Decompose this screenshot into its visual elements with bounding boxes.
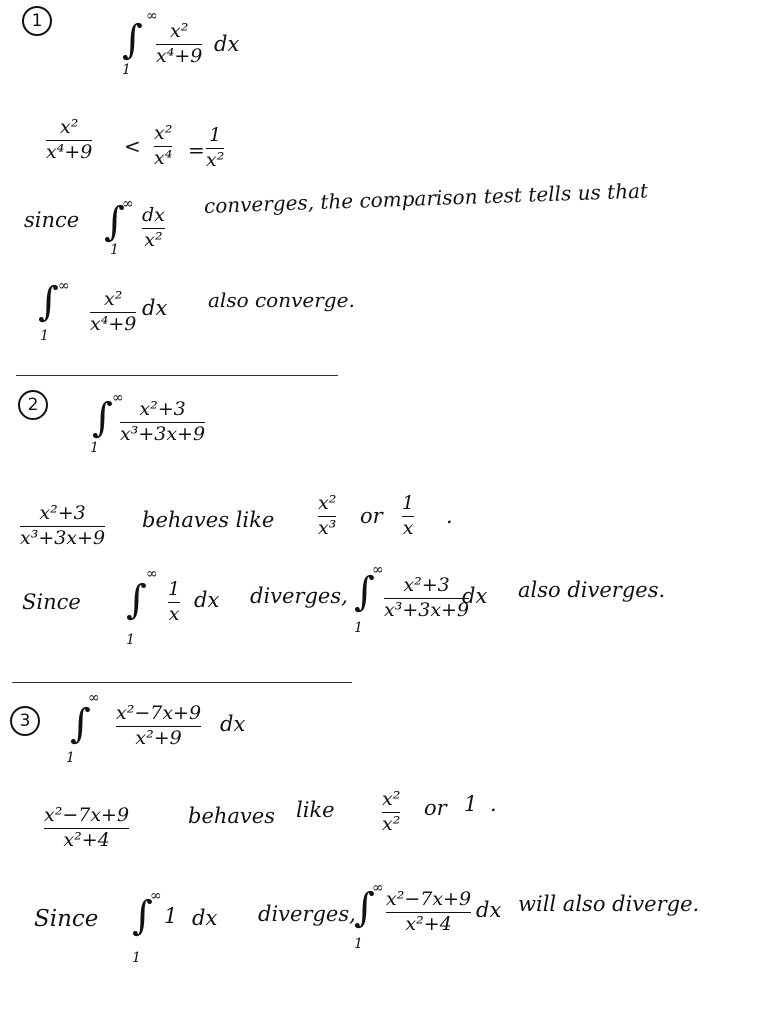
denominator: x⁴ <box>154 146 173 169</box>
denominator: x <box>402 516 414 539</box>
like-fraction <box>318 494 336 539</box>
integral-sign: ∫ <box>104 199 125 245</box>
denominator: x² <box>206 148 225 171</box>
dx-label: dx <box>220 712 246 736</box>
numerator: x²−7x+9 <box>44 804 130 826</box>
upper-limit: ∞ <box>112 390 124 406</box>
section-divider <box>12 682 352 683</box>
conclusion-text: also converge. <box>208 288 355 312</box>
denominator: x²+9 <box>135 726 182 749</box>
integral-sign: ∫ <box>122 17 143 63</box>
denominator: x²+4 <box>63 828 110 851</box>
integrand-fraction <box>384 576 469 621</box>
numerator: x²−7x+9 <box>116 702 202 724</box>
numerator: 1 <box>402 492 415 514</box>
integrand-fraction <box>156 22 202 67</box>
conclusion-text: will also diverge. <box>518 892 700 916</box>
numerator: x² <box>170 20 189 42</box>
integrand-fraction <box>142 206 165 251</box>
lower-limit: 1 <box>122 62 131 78</box>
lower-limit: 1 <box>354 620 363 636</box>
numerator: 1 <box>209 124 222 146</box>
denominator: x² <box>382 812 401 835</box>
behaves-fraction <box>44 806 129 851</box>
integral-sign: ∫ <box>92 395 113 441</box>
denominator: x²+4 <box>405 912 452 935</box>
upper-limit: ∞ <box>122 196 134 212</box>
numerator: x² <box>318 492 337 514</box>
rhs-fraction <box>206 126 224 171</box>
denominator: x³ <box>318 516 337 539</box>
upper-limit: ∞ <box>58 278 70 294</box>
integral-sign: ∫ <box>354 885 375 931</box>
numerator: x²−7x+9 <box>386 888 472 910</box>
problem-1-number: 1 <box>22 6 52 36</box>
behaves-fraction <box>20 504 105 549</box>
upper-limit: ∞ <box>372 562 384 578</box>
since-word: since <box>24 208 80 232</box>
numerator: x²+3 <box>403 574 450 596</box>
integrand-fraction <box>168 580 180 625</box>
or-text: or <box>424 796 447 820</box>
upper-limit: ∞ <box>146 8 158 24</box>
since-word: Since <box>34 906 99 932</box>
integrand-fraction <box>386 890 471 935</box>
dx-label: dx <box>214 32 240 56</box>
since-word: Since <box>22 590 81 614</box>
dx-label: dx <box>462 584 488 608</box>
lower-limit: 1 <box>40 328 49 344</box>
problem-3-number: 3 <box>10 706 40 736</box>
numerator: x² <box>104 288 123 310</box>
period: . <box>490 792 497 816</box>
integrand-one: 1 <box>164 904 178 928</box>
denominator: x² <box>144 228 163 251</box>
integrand-fraction <box>120 400 205 445</box>
lhs-fraction <box>46 118 92 163</box>
numerator: x²+3 <box>39 502 86 524</box>
upper-limit: ∞ <box>88 690 100 706</box>
section-divider <box>16 375 338 376</box>
lower-limit: 1 <box>126 632 135 648</box>
numerator: 1 <box>168 578 181 600</box>
denominator: x³+3x+9 <box>120 422 206 445</box>
period: . <box>446 504 453 528</box>
problem-2-number: 2 <box>18 390 48 420</box>
integrand-fraction <box>116 704 201 749</box>
numerator: x²+3 <box>139 398 186 420</box>
or-fraction <box>402 494 414 539</box>
integrand-fraction <box>90 290 136 335</box>
integral-sign: ∫ <box>132 893 153 939</box>
diverges-text: diverges, <box>258 902 356 926</box>
one-text: 1 <box>464 792 478 816</box>
numerator: x² <box>60 116 79 138</box>
denominator: x⁴+9 <box>90 312 137 335</box>
behaves-text: behaves <box>188 804 275 828</box>
or-text: or <box>360 504 383 528</box>
like-fraction <box>382 790 400 835</box>
denominator: x³+3x+9 <box>20 526 106 549</box>
since-text: converges, the comparison test tells us that <box>203 178 649 218</box>
mid-fraction <box>154 124 172 169</box>
dx-label: dx <box>142 296 168 320</box>
denominator: x³+3x+9 <box>384 598 470 621</box>
lower-limit: 1 <box>132 950 141 966</box>
behaves-like-text: behaves like <box>142 508 275 532</box>
less-than: < <box>124 134 141 158</box>
integral-sign: ∫ <box>126 577 147 623</box>
numerator: x² <box>382 788 401 810</box>
lower-limit: 1 <box>66 750 75 766</box>
upper-limit: ∞ <box>146 566 158 582</box>
dx-label: dx <box>194 588 220 612</box>
integral-sign: ∫ <box>70 701 91 747</box>
numerator: dx <box>142 204 165 226</box>
lower-limit: 1 <box>110 242 119 258</box>
denominator: x⁴+9 <box>156 44 203 67</box>
lower-limit: 1 <box>90 440 99 456</box>
diverges-text: diverges, <box>250 584 348 608</box>
integral-sign: ∫ <box>38 279 59 325</box>
integral-sign: ∫ <box>354 569 375 615</box>
upper-limit: ∞ <box>150 888 162 904</box>
conclusion-text: also diverges. <box>518 578 666 602</box>
dx-label: dx <box>476 898 502 922</box>
denominator: x⁴+9 <box>46 140 93 163</box>
equals: = <box>188 138 205 162</box>
dx-label: dx <box>192 906 218 930</box>
numerator: x² <box>154 122 173 144</box>
like-text: like <box>296 798 335 822</box>
denominator: x <box>168 602 180 625</box>
lower-limit: 1 <box>354 936 363 952</box>
upper-limit: ∞ <box>372 880 384 896</box>
